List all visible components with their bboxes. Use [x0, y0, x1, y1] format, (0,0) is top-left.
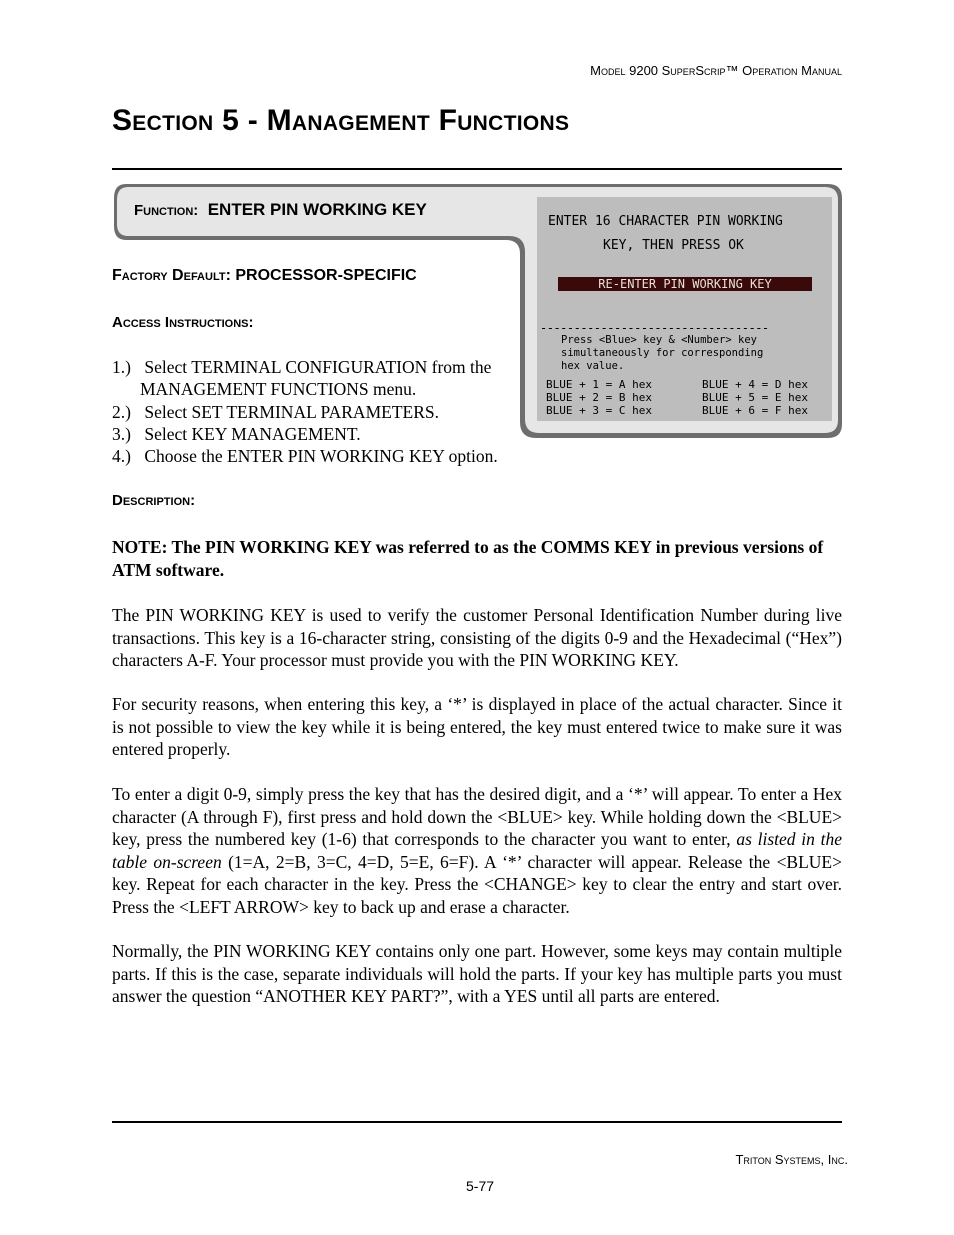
step-text: Select SET TERMINAL PARAMETERS. [144, 402, 439, 422]
top-rule [112, 168, 842, 170]
footer-company: Triton Systems, Inc. [735, 1152, 848, 1167]
access-instructions-label: Access Instructions: [112, 314, 254, 331]
section-title: Section 5 - Management Functions [112, 104, 570, 137]
step-text: Select TERMINAL CONFIGURATION from the [144, 357, 492, 377]
access-step [112, 402, 439, 423]
function-name: ENTER PIN WORKING KEY [207, 200, 427, 219]
body-paragraph: For security reasons, when entering this key, a ‘*’ is displayed in place of the actual character. Since it is not possible to view the key while it is being entered, the key must entered twice to make sure it was entered properly. [112, 694, 842, 759]
screen-hex-row: BLUE + 3 = C hex [546, 404, 652, 417]
paragraph-text: (1=A, 2=B, 3=C, 4=D, 5=E, 6=F). A ‘*’ character will appear. Release the <BLUE> key. Repeat for each character in the key. Press the <CHANGE> key to clear the entry and start over. Press the <LEFT ARROW> key to back up and erase a character. [112, 851, 842, 917]
page-number: 5-77 [466, 1178, 495, 1194]
factory-default-value: PROCESSOR-SPECIFIC [235, 267, 417, 284]
step-number: 3.) [112, 424, 131, 444]
screen-prompt-1: Press <Blue> key & <Number> key [561, 334, 757, 346]
step-number: 4.) [112, 446, 131, 466]
paragraph-text: To enter a digit 0-9, simply press the key that has the desired digit, and a ‘*’ will appear. To enter a Hex character (A through F), first press and hold down the <BLUE> key. While holding down the <BLUE> key, press the numbered key (1-6) that corresponds to the character you want to enter, [112, 784, 842, 849]
description-label: Description: [112, 492, 196, 509]
body-paragraph: The PIN WORKING KEY is used to verify the customer Personal Identification Number during live transactions. This key is a 16-character string, consisting of the digits 0-9 and the Hexadecimal (“Hex”) characters A-F. Your processor must provide you with the PIN WORKING KEY. [112, 605, 842, 670]
access-step-continued: MANAGEMENT FUNCTIONS menu. [140, 379, 417, 399]
screen-prompt-2: simultaneously for corresponding [561, 347, 764, 359]
function-prefix: Function: [134, 202, 199, 219]
screen-divider: ---------------------------------- [540, 321, 769, 335]
atm-screen-display [537, 197, 832, 421]
screen-hex-row: BLUE + 5 = E hex [702, 391, 808, 404]
access-step [112, 424, 361, 445]
step-text: Choose the ENTER PIN WORKING KEY option. [144, 446, 498, 466]
screen-hex-row: BLUE + 4 = D hex [702, 378, 808, 391]
screen-line-1: ENTER 16 CHARACTER PIN WORKING [548, 214, 783, 229]
note-paragraph: NOTE: The PIN WORKING KEY was referred to as the COMMS KEY in previous versions of ATM software. [112, 537, 824, 580]
access-instructions-heading [112, 314, 254, 331]
step-number: 1.) [112, 357, 131, 377]
access-step [112, 446, 498, 467]
bottom-rule [112, 1121, 842, 1123]
step-text: Select KEY MANAGEMENT. [144, 424, 361, 444]
screen-line-2: KEY, THEN PRESS OK [603, 238, 744, 253]
running-header: Model 9200 SuperScrip™ Operation Manual [590, 63, 842, 78]
screen-highlight-bar: RE-ENTER PIN WORKING KEY [558, 277, 812, 291]
body-paragraph [112, 783, 842, 918]
screen-hex-row: BLUE + 1 = A hex [546, 378, 652, 391]
factory-default-heading [112, 267, 417, 285]
screen-hex-row: BLUE + 2 = B hex [546, 391, 652, 404]
factory-default-label: Factory Default: [112, 267, 231, 284]
step-number: 2.) [112, 402, 131, 422]
screen-prompt-3: hex value. [561, 360, 625, 372]
description-heading [112, 492, 195, 509]
paragraph-italic-text: as listed in the table on-screen [112, 829, 842, 872]
body-paragraph: Normally, the PIN WORKING KEY contains only one part. However, some keys may contain multiple parts. If this is the case, separate individuals will hold the parts. If your key has multiple parts you must answer the question “ANOTHER KEY PART?”, with a YES until all parts are entered. [112, 941, 842, 1006]
function-label [134, 200, 427, 220]
access-step [112, 357, 491, 378]
screen-hex-row: BLUE + 6 = F hex [702, 404, 808, 417]
